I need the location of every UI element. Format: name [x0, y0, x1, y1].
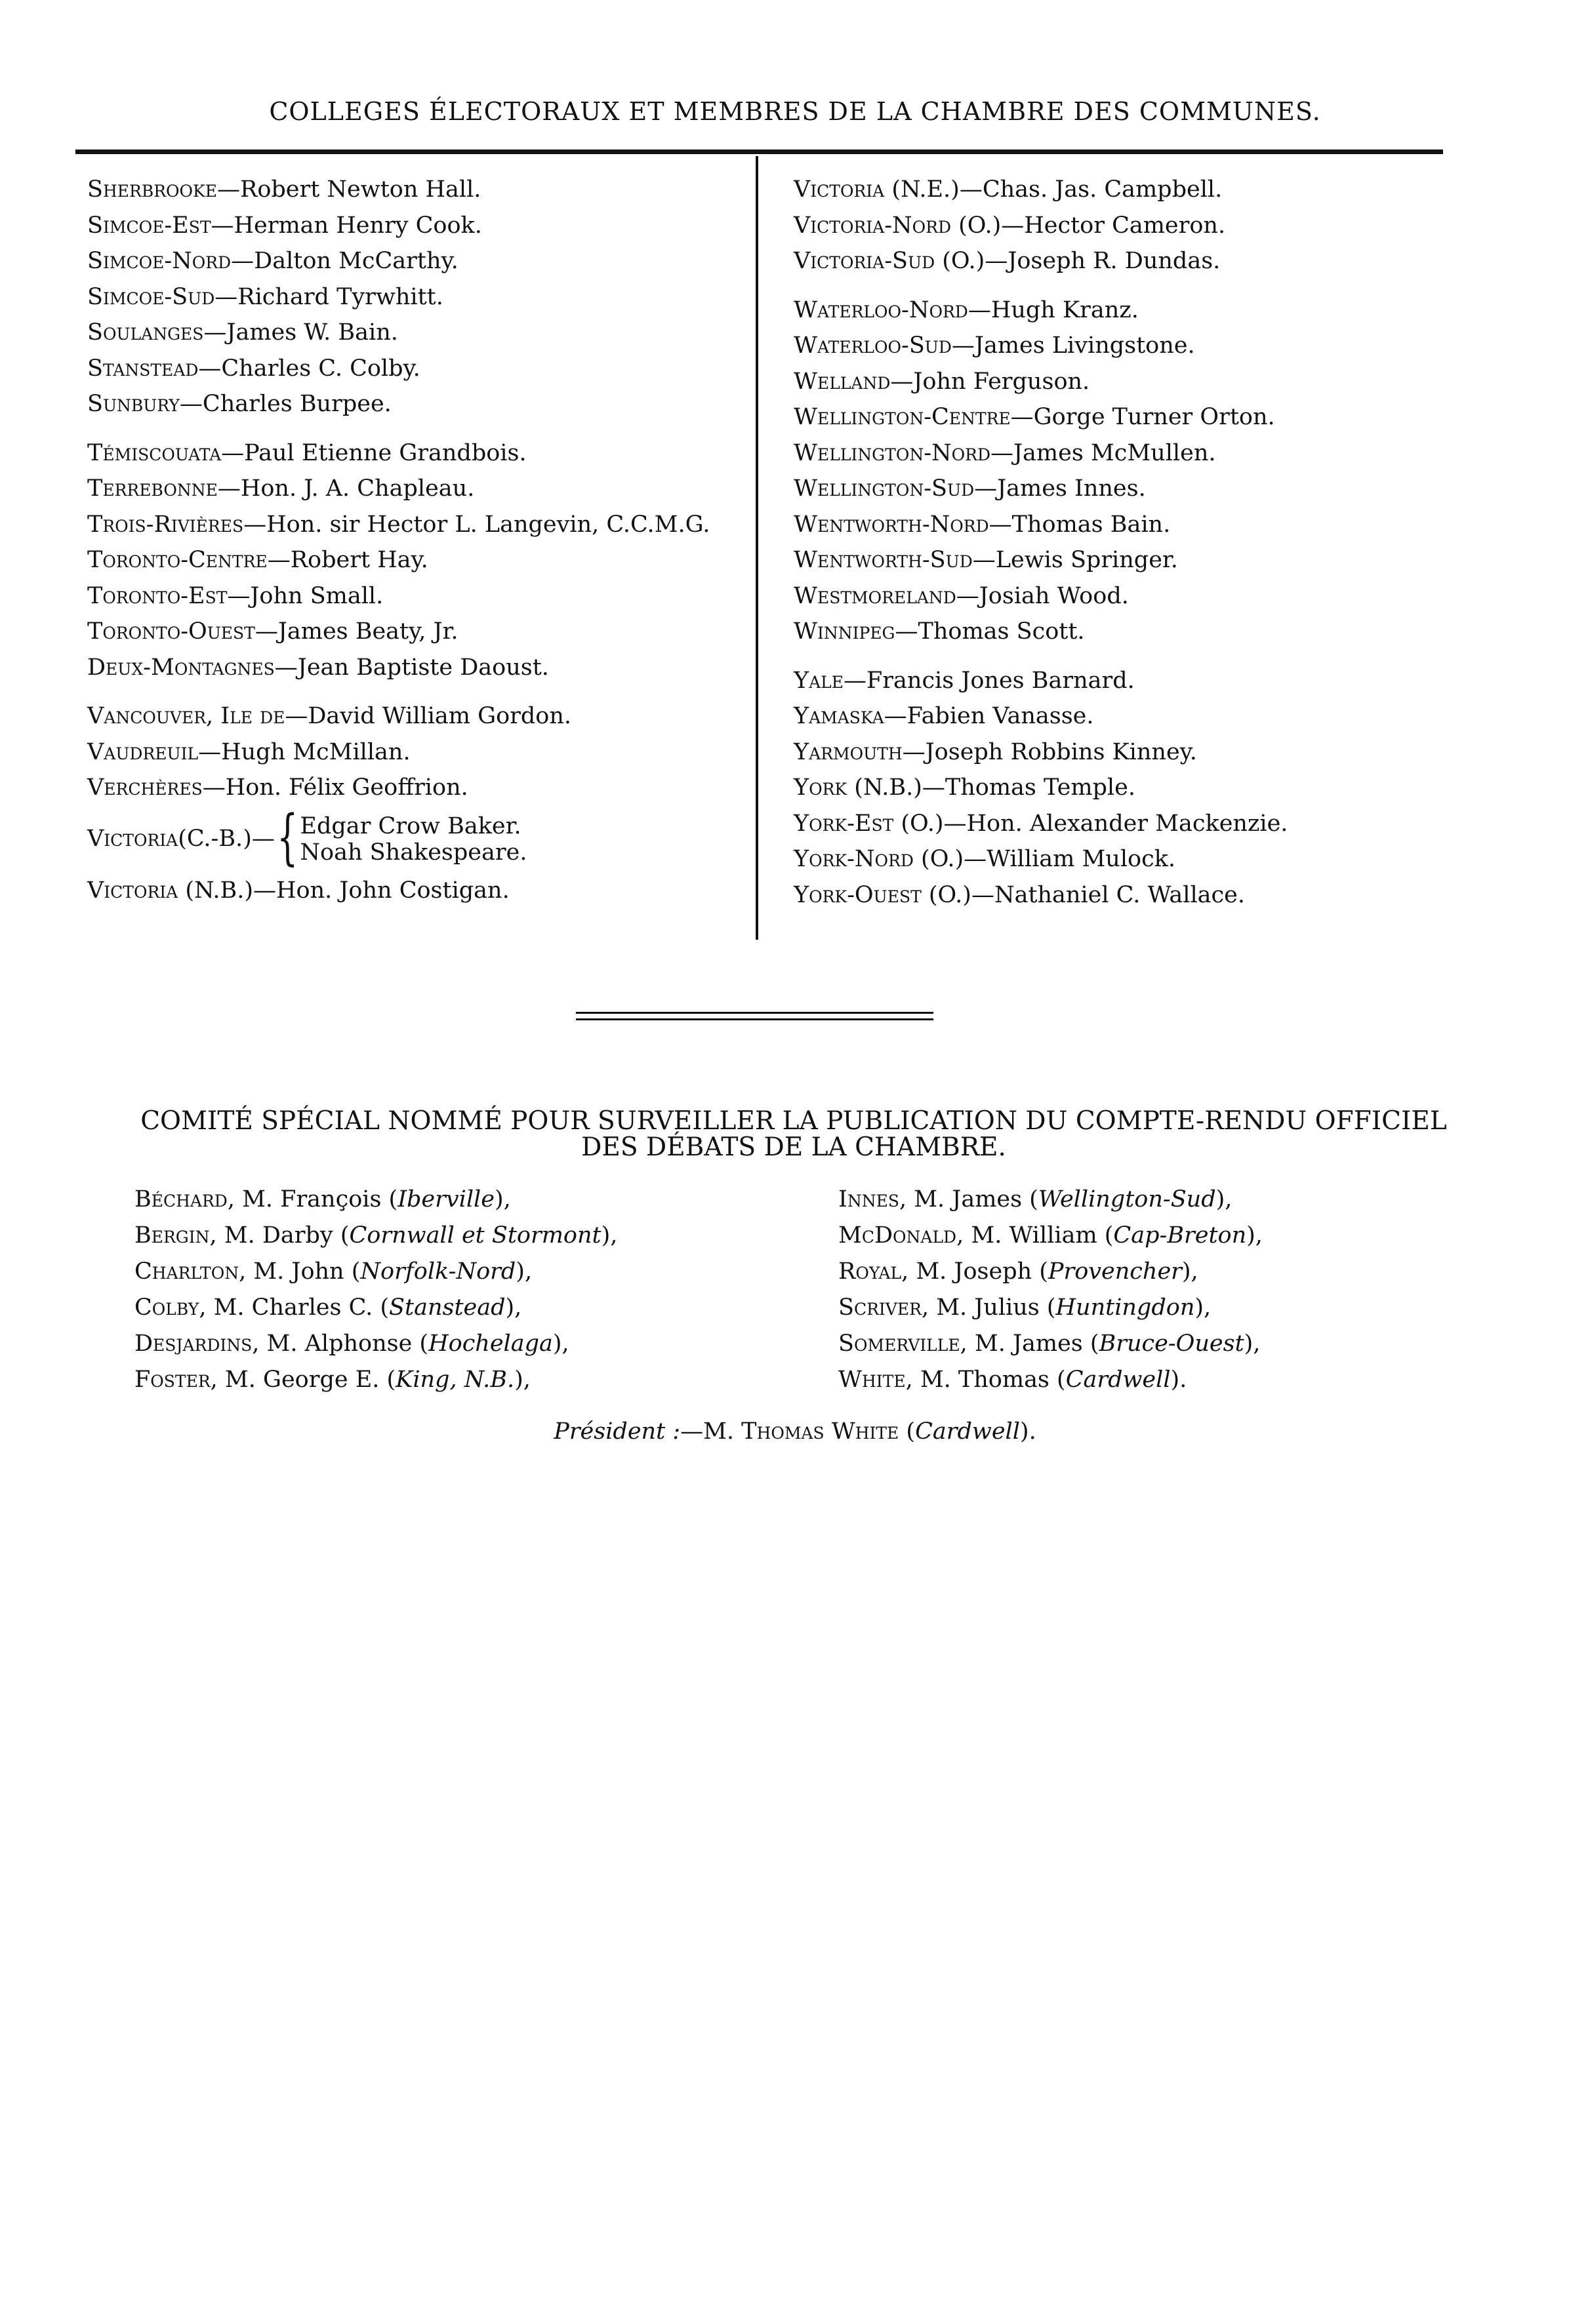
brace-glyph: {	[277, 801, 298, 872]
committee-member: Somerville, M. James (Bruce-Ouest),	[838, 1331, 1261, 1357]
list-item: Simcoe-Sud—Richard Tyrwhitt.	[87, 283, 443, 310]
committee-member: Innes, M. James (Wellington-Sud),	[838, 1186, 1233, 1212]
header-rule	[75, 150, 1443, 154]
column-divider	[756, 156, 758, 940]
group-gap	[794, 279, 1450, 292]
committee-member: Colby, M. Charles C. (Stanstead),	[134, 1294, 522, 1321]
list-item: Vaudreuil—Hugh McMillan.	[87, 738, 411, 765]
list-item: Wellington-Sud—James Innes.	[794, 475, 1146, 502]
list-item: Victoria (N.E.)—Chas. Jas. Campbell.	[794, 176, 1223, 203]
list-item: Stanstead—Charles C. Colby.	[87, 355, 420, 382]
list-item: Welland—John Ferguson.	[794, 368, 1090, 395]
list-item: Waterloo-Sud—James Livingstone.	[794, 332, 1195, 359]
list-item: Vancouver, Ile de—David William Gordon.	[87, 703, 572, 729]
committee-title-line: COMITÉ SPÉCIAL NOMMÉ POUR SURVEILLER LA PUBLICATION DU COMPTE-RENDU OFFICIEL	[140, 1106, 1447, 1136]
list-item: Waterloo-Nord—Hugh Kranz.	[794, 296, 1139, 323]
page-title: COLLEGES ÉLECTORAUX ET MEMBRES DE LA CHAMBRE DES COMMUNES.	[269, 97, 1321, 126]
list-item: Toronto-Ouest—James Beaty, Jr.	[87, 618, 459, 645]
group-gap	[794, 650, 1450, 663]
list-item: Wellington-Nord—James McMullen.	[794, 439, 1216, 466]
group-gap	[87, 422, 750, 435]
list-item: York-Est (O.)—Hon. Alexander Mackenzie.	[794, 810, 1288, 837]
president-label: Président :	[554, 1418, 681, 1445]
member-name: Edgar Crow Baker.	[300, 812, 521, 839]
list-item: Wentworth-Sud—Lewis Springer.	[794, 547, 1178, 573]
list-item: Témiscouata—Paul Etienne Grandbois.	[87, 439, 527, 466]
list-item-victoria-cb: Victoria (C.-B.)— { Edgar Crow Baker. Noah Shakespeare.	[87, 801, 527, 872]
committee-member: Foster, M. George E. (King, N.B.),	[134, 1367, 531, 1393]
list-item: Deux-Montagnes—Jean Baptiste Daoust.	[87, 654, 549, 681]
list-item: Westmoreland—Josiah Wood.	[794, 582, 1129, 609]
list-item: Wentworth-Nord—Thomas Bain.	[794, 511, 1171, 538]
list-item: York-Ouest (O.)—Nathaniel C. Wallace.	[794, 881, 1245, 908]
member-name: Noah Shakespeare.	[300, 839, 527, 866]
list-item: Toronto-Centre—Robert Hay.	[87, 547, 428, 573]
section-divider	[576, 1012, 933, 1020]
president-name: Thomas White	[741, 1418, 899, 1445]
list-item: Verchères—Hon. Félix Geoffrion.	[87, 774, 468, 801]
committee-member: Scriver, M. Julius (Huntingdon),	[838, 1294, 1212, 1321]
committee-member: McDonald, M. William (Cap-Breton),	[838, 1222, 1263, 1249]
committee-members-right	[838, 1182, 1494, 1398]
committee-member: Desjardins, M. Alphonse (Hochelaga),	[134, 1331, 569, 1357]
committee-member: Bergin, M. Darby (Cornwall et Stormont),	[134, 1222, 618, 1249]
list-item: York (N.B.)—Thomas Temple.	[794, 774, 1135, 801]
committee-title	[79, 1108, 1509, 1161]
committee-member: Royal, M. Joseph (Provencher),	[838, 1258, 1198, 1285]
list-item: Terrebonne—Hon. J. A. Chapleau.	[87, 475, 475, 502]
committee-member: Béchard, M. François (Iberville),	[134, 1186, 511, 1212]
list-item: Simcoe-Nord—Dalton McCarthy.	[87, 248, 459, 274]
list-item: Winnipeg—Thomas Scott.	[794, 618, 1085, 645]
committee-member: Charlton, M. John (Norfolk-Nord),	[134, 1258, 533, 1285]
list-item: Victoria-Sud (O.)—Joseph R. Dundas.	[794, 248, 1221, 274]
left-column	[87, 172, 750, 908]
list-item: Soulanges—James W. Bain.	[87, 319, 398, 346]
list-item: Yale—Francis Jones Barnard.	[794, 667, 1135, 694]
list-item: Sherbrooke—Robert Newton Hall.	[87, 176, 481, 203]
list-item: Simcoe-Est—Herman Henry Cook.	[87, 212, 482, 239]
committee-president: Président :—M. Thomas White (Cardwell).	[554, 1418, 1036, 1445]
list-item: Yamaska—Fabien Vanasse.	[794, 703, 1094, 729]
list-item: Victoria (N.B.)—Hon. John Costigan.	[87, 877, 510, 904]
list-item: Wellington-Centre—Gorge Turner Orton.	[794, 404, 1275, 430]
list-item: Toronto-Est—John Small.	[87, 582, 384, 609]
list-item: York-Nord (O.)—William Mulock.	[794, 846, 1176, 872]
list-item: Yarmouth—Joseph Robbins Kinney.	[794, 738, 1197, 765]
committee-member: White, M. Thomas (Cardwell).	[838, 1367, 1187, 1393]
list-item: Victoria-Nord (O.)—Hector Cameron.	[794, 212, 1226, 239]
committee-title-line: DES DÉBATS DE LA CHAMBRE.	[581, 1132, 1006, 1162]
right-column	[794, 172, 1450, 913]
list-item: Trois-Rivières—Hon. sir Hector L. Langevin, C.C.M.G.	[87, 511, 710, 538]
committee-members-left	[134, 1182, 790, 1398]
list-item: Sunbury—Charles Burpee.	[87, 391, 392, 417]
group-gap	[87, 685, 750, 698]
